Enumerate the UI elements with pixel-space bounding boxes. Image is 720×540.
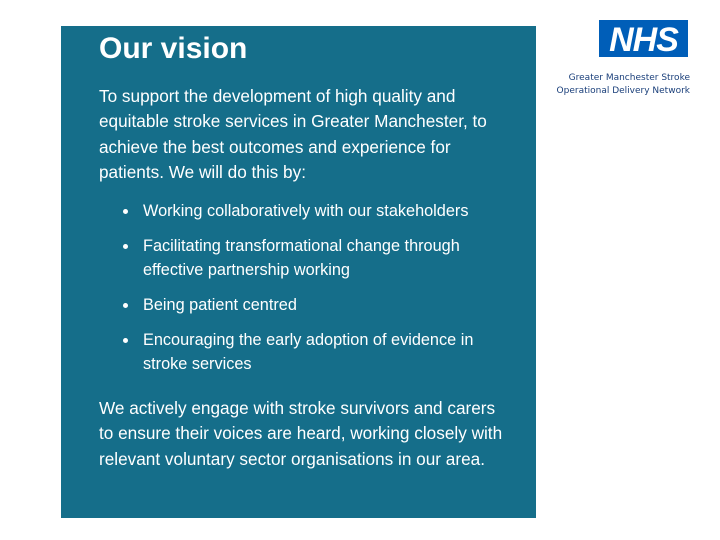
organisation-name (520, 72, 690, 98)
vision-title: Our vision (99, 32, 248, 65)
bullet-text: Working collaboratively with our stakeholders (143, 202, 469, 220)
organisation-name-line-1: Greater Manchester Stroke (568, 73, 690, 83)
bullet-icon (123, 303, 128, 308)
bullet-item (99, 293, 509, 317)
bullet-item (99, 234, 509, 282)
bullet-item (99, 199, 509, 223)
bullet-icon (123, 209, 128, 214)
vision-intro-text: To support the development of high quality and equitable stroke services in Greater Manchester, to achieve the best outcomes and experience for patients. We will do this by: (99, 86, 487, 182)
bullet-text: Facilitating transformational change through effective partnership working (143, 237, 460, 279)
bullet-item (99, 328, 509, 376)
bullet-text: Encouraging the early adoption of evidence in stroke services (143, 331, 474, 373)
nhs-logo-text: NHS (609, 21, 678, 57)
vision-panel (61, 26, 536, 518)
bullet-icon (123, 338, 128, 343)
bullet-icon (123, 244, 128, 249)
nhs-logo (599, 20, 688, 57)
vision-bullet-list (99, 199, 509, 387)
vision-outro-text: We actively engage with stroke survivors and carers to ensure their voices are heard, working closely with relevant voluntary sector organisations in our area. (99, 398, 503, 469)
bullet-text: Being patient centred (143, 296, 297, 314)
organisation-name-line-2: Operational Delivery Network (556, 86, 690, 96)
